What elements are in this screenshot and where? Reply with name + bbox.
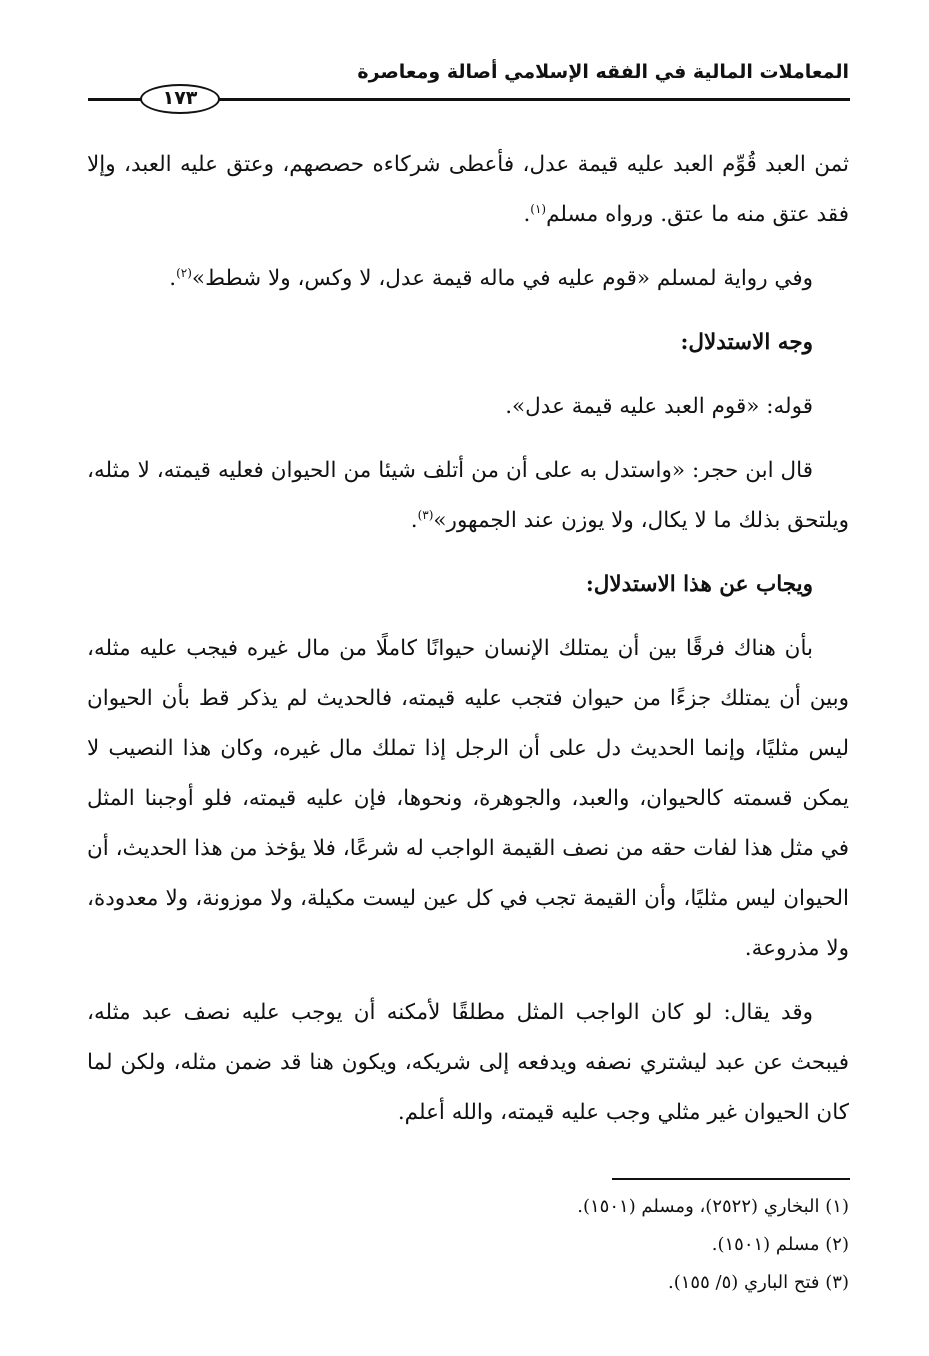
paragraph-ibn-hajar (87, 446, 849, 546)
paragraph-1-text: ثمن العبد قُوِّم العبد عليه قيمة عدل، فأعطى شركاءه حصصهم، وعتق عليه العبد، وإلا فقد عتق منه ما عتق. ورواه مسلم (87, 152, 849, 227)
footnotes (87, 1188, 849, 1302)
footnote-rule (612, 1178, 850, 1180)
main-text (87, 140, 849, 1152)
paragraph-2-text: وفي رواية لمسلم «قوم عليه في ماله قيمة عدل، لا وكس، ولا شطط» (191, 266, 813, 291)
footnote-ref-2: (٢) (176, 265, 192, 280)
footnote-ref-1: (١) (530, 201, 547, 216)
paragraph-ibn-hajar-end: . (410, 508, 418, 533)
paragraph-quote: قوله: «قوم العبد عليه قيمة عدل». (505, 394, 813, 419)
footnote-1: (١) البخاري (٢٥٢٢)، ومسلم (١٥٠١). (577, 1196, 849, 1217)
paragraph-2 (87, 254, 849, 304)
paragraph-objection: وقد يقال: لو كان الواجب المثل مطلقًا لأمكنه أن يوجب عليه نصف عبد مثله، فيبحث عن عبد ليشتري نصفه ويدفعه إلى شريكه، ويكون هنا قد ضمن مثله، ولكن لما كان الحيوان غير مثلي وجب عليه قيمته، والله أعلم. (87, 1000, 849, 1125)
section-heading-inference: وجه الاستدلال: (680, 330, 813, 355)
footnote-3: (٣) فتح الباري (٥/ ١٥٥). (668, 1272, 849, 1293)
paragraph-2-end: . (169, 266, 177, 291)
paragraph-ibn-hajar-text: قال ابن حجر: «واستدل به على أن من أتلف شيئا من الحيوان فعليه قيمته، لا مثله، ويلتحق بذلك ما لا يكال، ولا يوزن عند الجمهور» (87, 458, 849, 533)
paragraph-response: بأن هناك فرقًا بين أن يمتلك الإنسان حيوانًا كاملًا من مال غيره فيجب عليه مثله، وبين أن يمتلك جزءًا من حيوان فتجب عليه قيمته، فالحديث لم يذكر قط بأن الحيوان ليس مثليًا، وإنما الحديث دل على أن الرجل إذا تملك مال غيره، وكان هذا النصيب لا يمكن قسمته كالحيوان، والعبد، والجوهرة، ونحوها، فإن عليه قيمته، فلو أوجبنا المثل في مثل هذا لفات حقه من نصف القيمة الواجب له شرعًا، فلا يؤخذ من هذا الحديث، أن الحيوان ليس مثليًا، وأن القيمة تجب في كل عين ليست مكيلة، ولا موزونة، ولا معدودة، ولا مذروعة. (87, 636, 849, 961)
running-title: المعاملات المالية في الفقه الإسلامي أصالة ومعاصرة (357, 61, 849, 83)
footnote-ref-3: (٣) (417, 507, 434, 522)
page-number-badge: ١٧٣ (140, 84, 220, 114)
paragraph-1-end: . (523, 202, 531, 227)
section-heading-response: ويجاب عن هذا الاستدلال: (585, 572, 813, 597)
paragraph-1 (87, 140, 849, 240)
footnote-2: (٢) مسلم (١٥٠١). (711, 1234, 849, 1255)
